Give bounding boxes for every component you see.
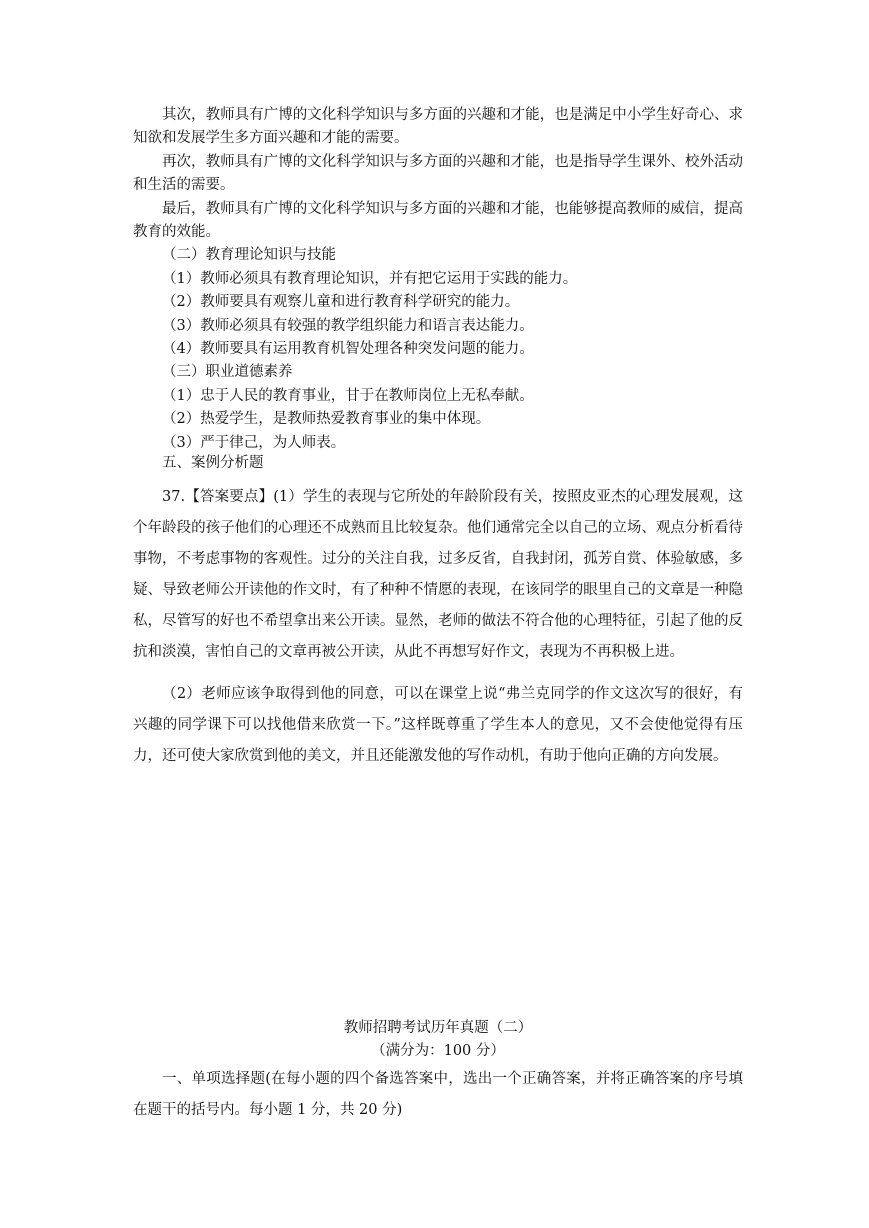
section2-item-1: （1）教师必须具有教育理论知识，并有把它运用于实践的能力。 bbox=[162, 270, 578, 287]
section3-item-3: （3）严于律己，为人师表。 bbox=[162, 434, 346, 451]
section5-heading: 五、案例分析题 bbox=[162, 455, 264, 471]
section2-item-3: （3）教师必须具有较强的教学组织能力和语言表达能力。 bbox=[162, 317, 534, 334]
exam-section1 bbox=[133, 1064, 743, 1126]
section3-heading: （三）职业道德素养 bbox=[162, 364, 293, 381]
exam-section1-instructions: 一、单项选择题(在每小题的四个备选答案中，选出一个正确答案，并将正确答案的序号填在题干的括号内。每小题 1 分，共 20 分) bbox=[133, 1071, 743, 1118]
section3-item-2: （2）热爱学生，是教师热爱教育事业的集中体现。 bbox=[162, 411, 491, 428]
section2-heading: （二）教育理论知识与技能 bbox=[162, 247, 336, 264]
paragraph-finally: 最后，教师具有广博的文化科学知识与多方面的兴趣和才能，也能够提高教师的威信，提高教育的效能。 bbox=[133, 200, 743, 241]
upper-text-block bbox=[133, 104, 743, 455]
paragraph-thirdly: 再次，教师具有广博的文化科学知识与多方面的兴趣和才能，也是指导学生课外、校外活动和生活的需要。 bbox=[133, 153, 743, 194]
section2-item-4: （4）教师要具有运用教育机智处理各种突发问题的能力。 bbox=[162, 341, 534, 358]
case-analysis-answer bbox=[133, 482, 743, 772]
exam-score-note: （满分为：100 分） bbox=[371, 1043, 505, 1059]
section2-item-2: （2）教师要具有观察儿童和进行教育科学研究的能力。 bbox=[162, 294, 520, 311]
exam-title: 教师招聘考试历年真题（二） bbox=[343, 1020, 533, 1036]
section3-item-1: （1）忠于人民的教育事业，甘于在教师岗位上无私奉献。 bbox=[162, 387, 534, 404]
answer-part-1: 37.【答案要点】(1）学生的表现与它所处的年龄阶段有关，按照皮亚杰的心理发展观，这个年龄段的孩子他们的心理还不成熟而且比较复杂。他们通常完全以自己的立场、观点分析看待事物，不考虑事物的客观性。过分的关注自我，过多反省，自我封闭，孤芳自赏、体验敏感，多疑、导致老师公开读他的作文时，有了种种不情愿的表现，在该同学的眼里自己的文章是一种隐私，尽管写的好也不希望拿出来公开读。显然，老师的做法不符合他的心理特征，引起了他的反抗和淡漠，害怕自己的文章再被公开读，从此不再想写好作文，表现为不再积极上进。 bbox=[133, 489, 743, 660]
exam-title-block bbox=[133, 1017, 743, 1063]
answer-part-2: （2）老师应该争取得到他的同意，可以在课堂上说“弗兰克同学的作文这次写的很好，有兴趣的同学课下可以找他借来欣赏一下。”这样既尊重了学生本人的意见，又不会使他觉得有压力，还可使大家欣赏到他的美文，并且还能激发他的写作动机，有助于他向正确的方向发展。 bbox=[133, 686, 743, 764]
paragraph-secondly: 其次，教师具有广博的文化科学知识与多方面的兴趣和才能，也是满足中小学生好奇心、求知欲和发展学生多方面兴趣和才能的需要。 bbox=[133, 107, 743, 147]
